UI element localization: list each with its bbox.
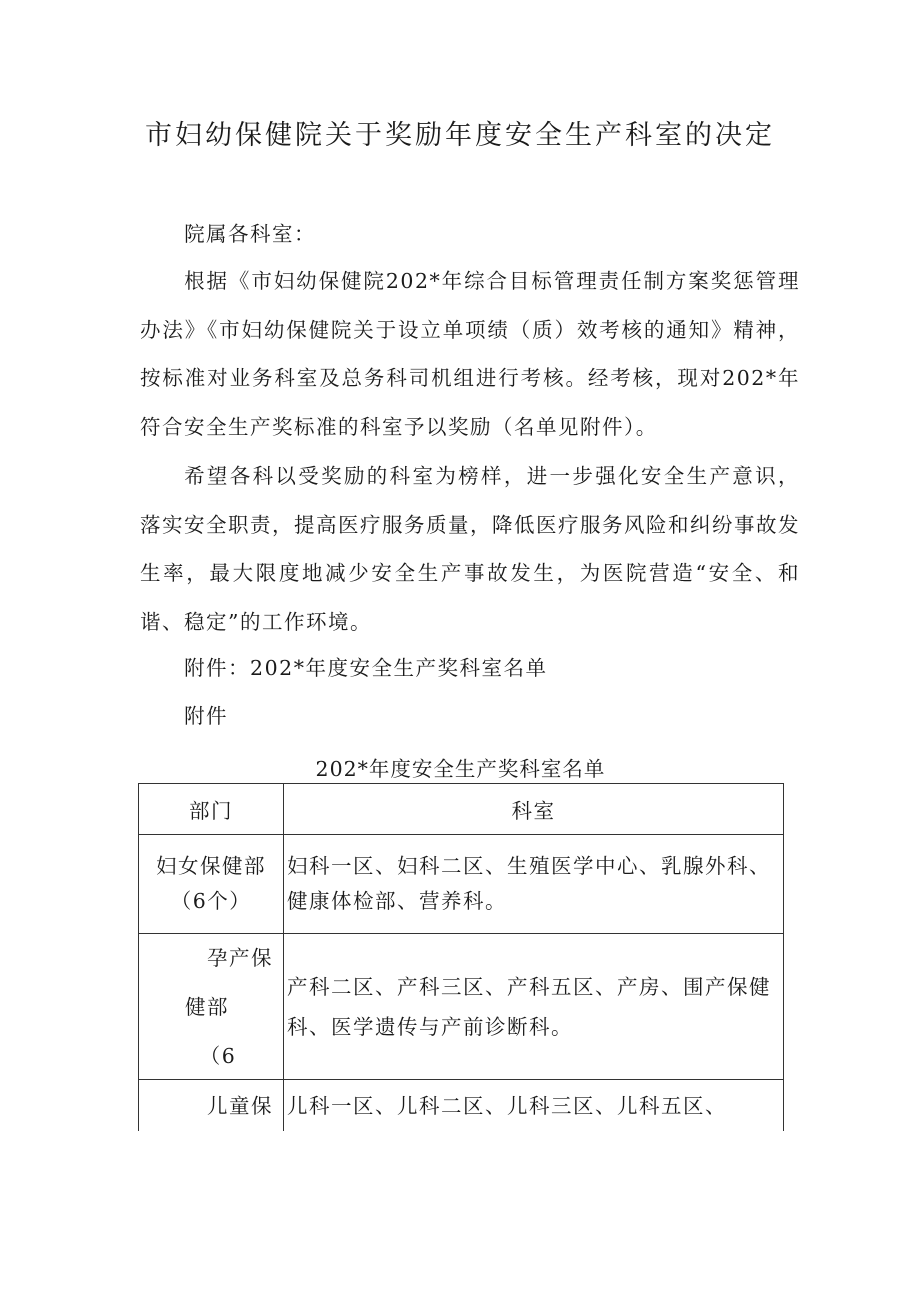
attachment-label: 附件 [184,704,229,728]
offices-cell: 妇科一区、妇科二区、生殖医学中心、乳腺外科、健康体检部、营养科。 [284,835,784,934]
body-paragraph-1: 根据《市妇幼保健院202*年综合目标管理责任制方案奖惩管理办法》《市妇幼保健院关于设立单项绩（质）效考核的通知》精神，按标准对业务科室及总务科司机组进行考核。经考核，现对202*年符合安全生产奖标准的科室予以奖励（名单见附件）。 [140,269,800,439]
department-name-line: 孕产保 [207,946,273,970]
department-cell [139,934,284,1080]
offices-cell: 产科二区、产科三区、产科五区、产房、围产保健科、医学遗传与产前诊断科。 [284,934,784,1080]
department-cell: 儿童保 [139,1080,284,1132]
attachment-note: 附件：202*年度安全生产奖科室名单 [184,656,548,680]
department-count-line: （6个） [170,889,252,913]
award-table-container [138,783,784,1131]
body-paragraph-2: 希望各科以受奖励的科室为榜样，进一步强化安全生产意识，落实安全职责，提高医疗服务质量，降低医疗服务风险和纠纷事故发生率，最大限度地减少安全生产事故发生，为医院营造“安全、和谐、稳定”的工作环境。 [140,464,800,634]
table-caption: 202*年度安全生产奖科室名单 [315,757,606,781]
document-title: 市妇幼保健院关于奖励年度安全生产科室的决定 [145,120,775,151]
department-cell [139,835,284,934]
table-row [139,1080,784,1132]
department-name-line: 妇女保健部 [156,854,266,878]
table-header-row [139,784,784,835]
header-offices: 科室 [284,784,784,835]
offices-cell: 儿科一区、儿科二区、儿科三区、儿科五区、 [284,1080,784,1132]
department-count-line: （6 [199,1044,237,1068]
department-cell-clip [139,934,283,1079]
table-row [139,934,784,1080]
award-table [138,783,784,1131]
salutation: 院属各科室： [184,222,317,246]
header-department: 部门 [139,784,284,835]
table-row [139,835,784,934]
department-name-line-2: 健部 [185,995,229,1019]
